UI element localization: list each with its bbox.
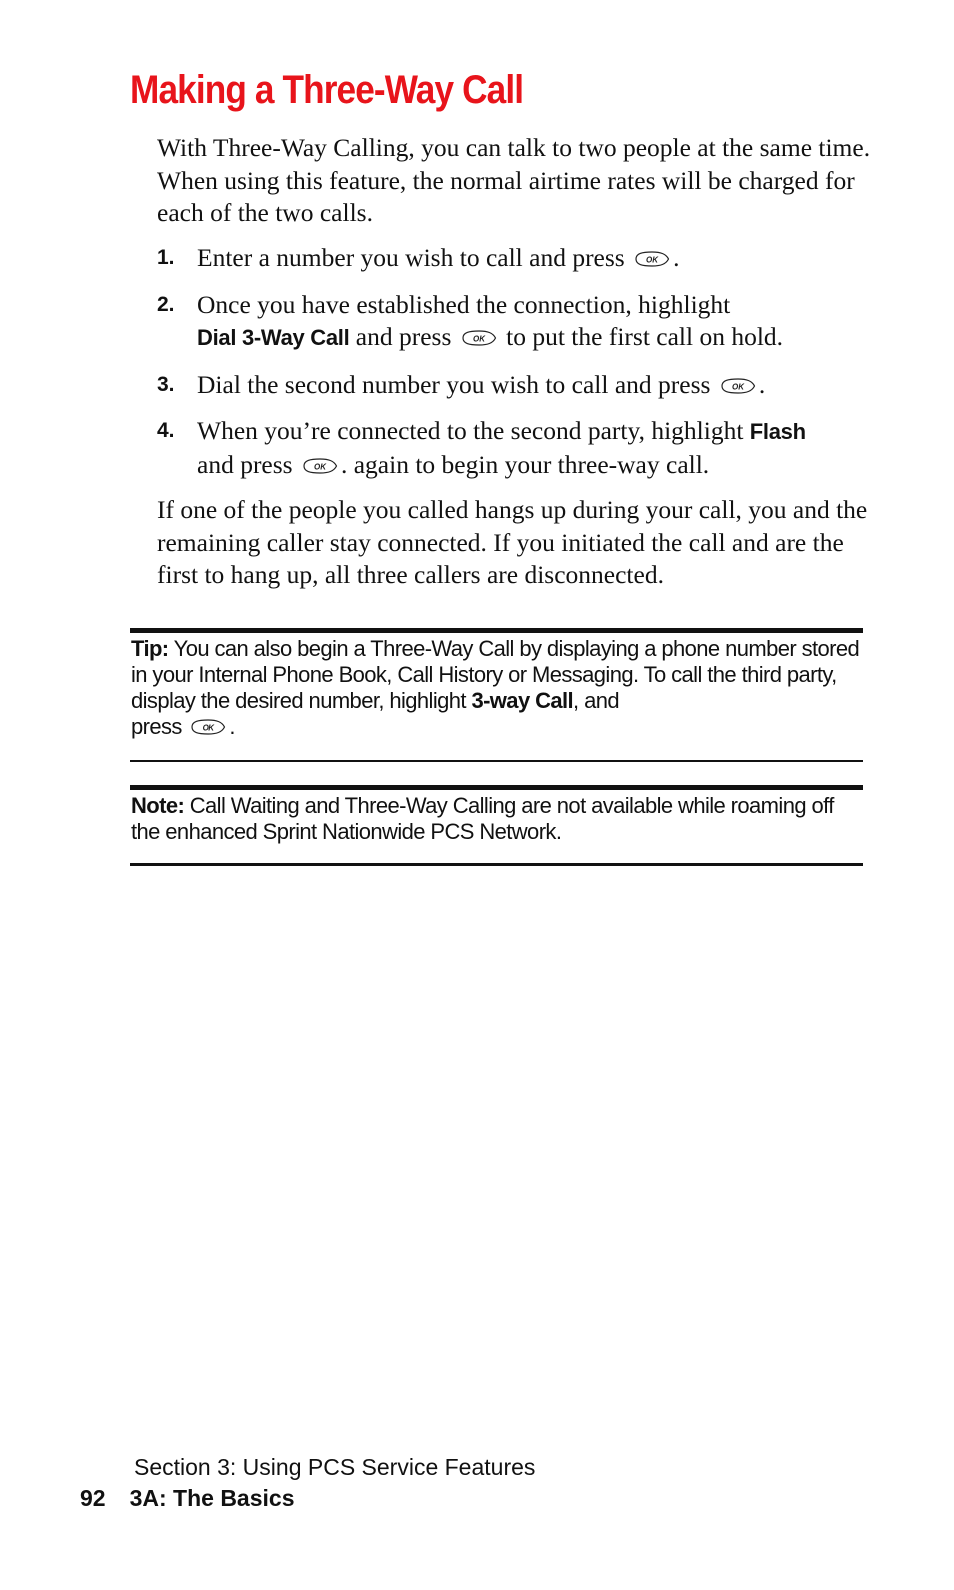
- step-4: [157, 415, 877, 481]
- menu-option-dial-3-way-call: Dial 3-Way Call: [197, 325, 350, 350]
- tip-end: .: [229, 714, 235, 739]
- note-bottom-rule: [130, 863, 863, 866]
- step-text: When you’re connected to the second party, highlight: [197, 416, 744, 445]
- tip-bottom-rule: [130, 760, 863, 762]
- step-text: Once you have established the connection, highlight: [197, 289, 731, 319]
- svg-text:OK: OK: [731, 381, 744, 391]
- ok-key-icon: [301, 457, 339, 475]
- tip-top-rule: [130, 628, 863, 633]
- step-2: [157, 289, 877, 355]
- ok-key-icon: [189, 718, 227, 736]
- tip-label: Tip:: [131, 636, 169, 661]
- step-number: 1.: [157, 246, 175, 269]
- page-number: 92: [80, 1485, 106, 1511]
- closing-paragraph: If one of the people you called hangs up during your call, you and the remaining caller stay connected. If you initiated the call and are the first to hang up, all three callers are disconnected.: [157, 495, 868, 589]
- step-number: 3.: [157, 372, 175, 396]
- tip-text-after: , and: [573, 688, 619, 713]
- note-label: Note:: [131, 793, 185, 818]
- step-text-end: to put the first call on hold.: [506, 322, 784, 351]
- footer-page-info: [80, 1485, 295, 1512]
- chapter-title: 3A: The Basics: [129, 1485, 295, 1511]
- ok-key-icon: [719, 377, 757, 395]
- ok-key-icon: [633, 250, 671, 268]
- ok-key-icon: [460, 329, 498, 347]
- steps-list: [157, 242, 877, 495]
- svg-text:OK: OK: [646, 255, 659, 265]
- menu-option-3-way-call: 3-way Call: [471, 688, 574, 713]
- note-text: Call Waiting and Three-Way Calling are not available while roaming off the enhanced Sprint Nationwide PCS Network.: [131, 793, 834, 844]
- tip-text: You can also begin a Three-Way Call by displaying a phone number stored in your Internal Phone Book, Call History or Messaging. To call the third party, display the desired number, highlight: [131, 636, 860, 713]
- step-text-end: . again to begin your three-way call.: [340, 449, 710, 479]
- step-1: [157, 242, 877, 275]
- step-text-mid: and press: [197, 449, 293, 479]
- step-number: 2.: [157, 292, 175, 316]
- svg-text:OK: OK: [472, 334, 485, 344]
- menu-option-flash: Flash: [749, 419, 806, 444]
- step-text-end: .: [758, 369, 766, 399]
- svg-text:OK: OK: [313, 461, 326, 471]
- step-3: [157, 369, 877, 402]
- page-title: Making a Three-Way Call: [130, 68, 524, 112]
- note-top-rule: [130, 785, 863, 790]
- step-text: Dial the second number you wish to call and press: [197, 369, 711, 399]
- tip-box: [131, 636, 866, 740]
- step-text-mid: and press: [355, 322, 452, 351]
- footer-section: Section 3: Using PCS Service Features: [134, 1454, 536, 1480]
- note-box: [131, 793, 866, 845]
- step-text: Enter a number you wish to call and press: [197, 243, 625, 272]
- intro-paragraph: With Three-Way Calling, you can talk to two people at the same time. When using this feature, the normal airtime rates will be charged for each of the two calls.: [157, 133, 871, 227]
- step-text-end: .: [673, 243, 680, 272]
- tip-press: press: [131, 714, 182, 739]
- svg-text:OK: OK: [202, 723, 214, 733]
- step-number: 4.: [157, 419, 175, 442]
